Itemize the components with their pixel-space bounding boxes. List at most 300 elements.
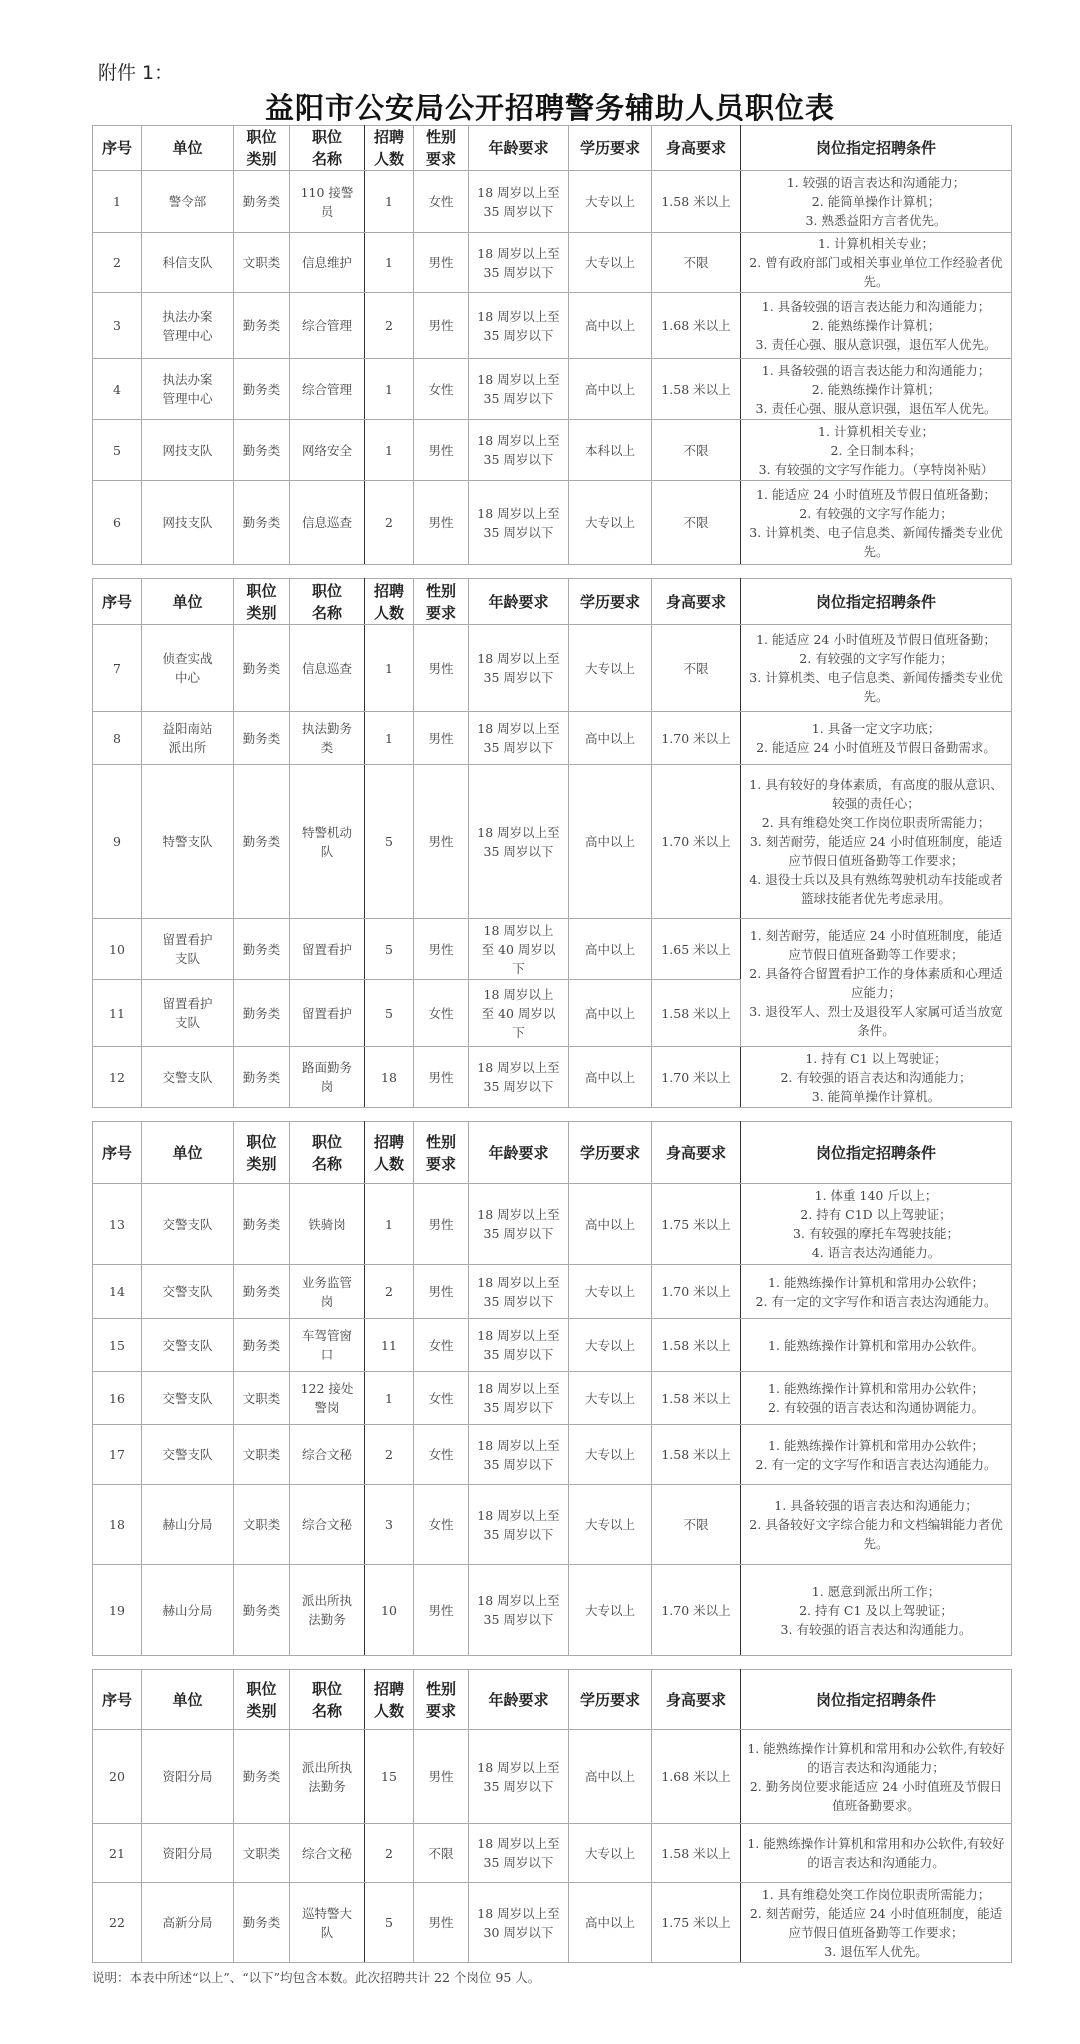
header-height: 身高要求: [652, 1122, 741, 1184]
cell-education: 本科以上: [569, 420, 652, 481]
condition-item: 1. 能适应 24 小时值班及节假日值班备勤；: [756, 486, 996, 502]
cell-seq: 20: [93, 1730, 142, 1824]
table-header-row: [93, 579, 1012, 625]
cell-seq: 13: [93, 1184, 142, 1265]
cell-count: 5: [365, 1883, 414, 1963]
condition-item: 1. 能熟练操作计算机和常用办公软件；: [768, 1437, 984, 1453]
cell-position: 信息巡查: [290, 481, 365, 565]
cell-category: 勤务类: [234, 1265, 290, 1319]
cell-gender: 男性: [414, 1265, 469, 1319]
cell-conditions: [741, 233, 1012, 293]
cell-education: 高中以上: [569, 359, 652, 420]
table-row: [93, 625, 1012, 712]
header-age: 年龄要求: [469, 126, 569, 171]
cell-height: 1.70 米以上: [652, 1047, 741, 1108]
cell-conditions: [741, 1883, 1012, 1963]
position-table: [92, 1121, 1012, 1656]
header-count: 招聘 人数: [365, 1670, 414, 1730]
condition-item: 2. 有较强的文字写作能力；: [799, 651, 953, 666]
cell-age: 18 周岁以上至 35 周岁以下: [469, 359, 569, 420]
cell-gender: 男性: [414, 481, 469, 565]
header-conditions: 岗位指定招聘条件: [741, 1670, 1012, 1730]
cell-unit: 益阳南站 派出所: [142, 712, 234, 765]
position-table: [92, 578, 1012, 1108]
condition-item: 2. 能熟练操作计算机；: [811, 381, 941, 397]
cell-height: 1.58 米以上: [652, 1425, 741, 1485]
table-header-row: [93, 126, 1012, 171]
cell-education: 大专以上: [569, 481, 652, 565]
cell-gender: 男性: [414, 420, 469, 481]
cell-height: 不限: [652, 625, 741, 712]
cell-position: 综合文秘: [290, 1824, 365, 1883]
cell-gender: 男性: [414, 712, 469, 765]
cell-age: 18 周岁以上至 35 周岁以下: [469, 1730, 569, 1824]
condition-item: 1. 能熟练操作计算机和常用和办公软件,有较好的语言表达和沟通能力。: [747, 1836, 1005, 1870]
cell-education: 大专以上: [569, 1319, 652, 1372]
cell-education: 大专以上: [569, 1425, 652, 1485]
condition-item: 2. 有较强的语言表达和沟通能力；: [780, 1069, 972, 1085]
cell-category: 勤务类: [234, 1184, 290, 1265]
header-seq: 序号: [93, 126, 142, 171]
cell-unit: 资阳分局: [142, 1824, 234, 1883]
condition-item: 2. 能简单操作计算机；: [811, 194, 941, 209]
cell-conditions: [741, 1265, 1012, 1319]
condition-item: 1. 具有维稳处突工作岗位职责所需能力；: [761, 1886, 991, 1902]
cell-education: 大专以上: [569, 1565, 652, 1656]
cell-count: 2: [365, 1265, 414, 1319]
condition-item: 2. 能适应 24 小时值班及节假日备勤需求。: [756, 740, 996, 755]
cell-unit: 留置看护 支队: [142, 919, 234, 980]
cell-age: 18 周岁以上至 35 周岁以下: [469, 171, 569, 233]
condition-item: 1. 具有较好的身体素质，有高度的服从意识、较强的责任心；: [749, 777, 1003, 811]
cell-conditions: [741, 1184, 1012, 1265]
cell-education: 大专以上: [569, 171, 652, 233]
header-conditions: 岗位指定招聘条件: [741, 126, 1012, 171]
cell-category: 勤务类: [234, 420, 290, 481]
table-row: [93, 1485, 1012, 1565]
cell-age: 18 周岁以上至 35 周岁以下: [469, 1265, 569, 1319]
cell-count: 5: [365, 919, 414, 980]
cell-education: 大专以上: [569, 1824, 652, 1883]
cell-count: 18: [365, 1047, 414, 1108]
cell-gender: 女性: [414, 980, 469, 1047]
cell-count: 1: [365, 625, 414, 712]
cell-seq: 5: [93, 420, 142, 481]
header-education: 学历要求: [569, 1670, 652, 1730]
condition-item: 2. 有较强的语言表达和沟通协调能力。: [768, 1400, 984, 1415]
position-table: [92, 1669, 1012, 1963]
condition-item: 1. 计算机相关专业；: [818, 423, 934, 439]
cell-gender: 男性: [414, 293, 469, 359]
condition-item: 2. 有一定的文字写作和语言表达沟通能力。: [755, 1456, 997, 1472]
cell-conditions: [741, 1319, 1012, 1372]
header-height: 身高要求: [652, 579, 741, 625]
table-row: [93, 171, 1012, 233]
table-row: [93, 1883, 1012, 1963]
condition-item: 1. 能熟练操作计算机和常用和办公软件,有较好的语言表达和沟通能力；: [747, 1740, 1005, 1775]
cell-gender: 男性: [414, 919, 469, 980]
cell-age: 18 周岁以上 至 40 周岁以 下: [469, 980, 569, 1047]
cell-gender: 男性: [414, 1184, 469, 1265]
table-row: [93, 712, 1012, 765]
cell-seq: 9: [93, 765, 142, 919]
cell-gender: 男性: [414, 233, 469, 293]
cell-age: 18 周岁以上至 35 周岁以下: [469, 1824, 569, 1883]
cell-gender: 男性: [414, 1730, 469, 1824]
cell-category: 文职类: [234, 1372, 290, 1425]
cell-count: 5: [365, 980, 414, 1047]
cell-count: 2: [365, 1425, 414, 1485]
condition-item: 3. 有较强的文字写作能力。（享特岗补贴）: [758, 461, 994, 477]
condition-item: 3. 责任心强、服从意识强，退伍军人优先。: [755, 337, 997, 352]
cell-count: 1: [365, 420, 414, 481]
cell-gender: 女性: [414, 1485, 469, 1565]
cell-category: 勤务类: [234, 359, 290, 420]
cell-gender: 男性: [414, 765, 469, 919]
cell-position: 派出所执 法勤务: [290, 1565, 365, 1656]
table-row: [93, 481, 1012, 565]
cell-education: 高中以上: [569, 712, 652, 765]
cell-age: 18 周岁以上至 35 周岁以下: [469, 420, 569, 481]
condition-item: 3. 退役军人、烈士及退役军人家属可适当放宽条件。: [749, 1003, 1003, 1038]
condition-item: 2. 持有 C1 及以上驾驶证；: [799, 1602, 953, 1618]
cell-conditions: [741, 1372, 1012, 1425]
condition-item: 3. 责任心强、服从意识强，退伍军人优先。: [755, 400, 997, 416]
cell-unit: 交警支队: [142, 1372, 234, 1425]
cell-conditions: [741, 625, 1012, 712]
header-age: 年龄要求: [469, 1122, 569, 1184]
cell-height: 1.70 米以上: [652, 1265, 741, 1319]
cell-seq: 14: [93, 1265, 142, 1319]
cell-conditions: [741, 1565, 1012, 1656]
cell-height: 1.75 米以上: [652, 1184, 741, 1265]
cell-category: 勤务类: [234, 1319, 290, 1372]
cell-age: 18 周岁以上至 35 周岁以下: [469, 233, 569, 293]
cell-age: 18 周岁以上至 35 周岁以下: [469, 765, 569, 919]
condition-item: 3. 有较强的摩托车驾驶技能；: [793, 1226, 959, 1241]
cell-seq: 11: [93, 980, 142, 1047]
table-row: [93, 1824, 1012, 1883]
cell-position: 特警机动 队: [290, 765, 365, 919]
header-gender: 性别 要求: [414, 579, 469, 625]
condition-item: 4. 语言表达沟通能力。: [811, 1245, 941, 1260]
cell-height: 1.58 米以上: [652, 359, 741, 420]
cell-conditions: [741, 481, 1012, 565]
header-position: 职位 名称: [290, 1122, 365, 1184]
table-row: [93, 1565, 1012, 1656]
condition-item: 1. 愿意到派出所工作；: [811, 1583, 941, 1599]
cell-seq: 3: [93, 293, 142, 359]
cell-position: 执法勤务 类: [290, 712, 365, 765]
cell-position: 铁骑岗: [290, 1184, 365, 1265]
cell-seq: 12: [93, 1047, 142, 1108]
header-count: 招聘 人数: [365, 126, 414, 171]
cell-gender: 女性: [414, 1319, 469, 1372]
cell-position: 车驾管窗 口: [290, 1319, 365, 1372]
cell-conditions: [741, 1730, 1012, 1824]
cell-category: 勤务类: [234, 919, 290, 980]
cell-age: 18 周岁以上至 35 周岁以下: [469, 1184, 569, 1265]
table-row: [93, 420, 1012, 481]
cell-gender: 男性: [414, 1047, 469, 1108]
header-position: 职位 名称: [290, 126, 365, 171]
cell-unit: 交警支队: [142, 1265, 234, 1319]
attachment-label: 附件 1：: [98, 62, 174, 84]
cell-seq: 22: [93, 1883, 142, 1963]
cell-education: 高中以上: [569, 1184, 652, 1265]
cell-height: 1.68 米以上: [652, 1730, 741, 1824]
condition-item: 1. 能熟练操作计算机和常用办公软件。: [768, 1337, 984, 1353]
cell-position: 信息维护: [290, 233, 365, 293]
cell-count: 2: [365, 481, 414, 565]
cell-height: 不限: [652, 233, 741, 293]
cell-age: 18 周岁以上至 35 周岁以下: [469, 1485, 569, 1565]
condition-item: 3. 计算机类、电子信息类、新闻传播类专业优先。: [749, 524, 1003, 559]
cell-seq: 10: [93, 919, 142, 980]
cell-category: 勤务类: [234, 1565, 290, 1656]
footnote: 说明：本表中所述“以上”、“以下”均包含本数。此次招聘共计 22 个岗位 95 人。: [92, 1970, 541, 1985]
cell-height: 1.58 米以上: [652, 1372, 741, 1425]
cell-education: 大专以上: [569, 1372, 652, 1425]
cell-category: 勤务类: [234, 1047, 290, 1108]
cell-category: 勤务类: [234, 293, 290, 359]
header-age: 年龄要求: [469, 579, 569, 625]
cell-category: 勤务类: [234, 1730, 290, 1824]
cell-unit: 交警支队: [142, 1184, 234, 1265]
cell-unit: 警令部: [142, 171, 234, 233]
condition-item: 2. 勤务岗位要求能适应 24 小时值班及节假日值班备勤要求。: [749, 1778, 1003, 1813]
cell-count: 10: [365, 1565, 414, 1656]
cell-gender: 男性: [414, 625, 469, 712]
cell-category: 勤务类: [234, 980, 290, 1047]
condition-item: 1. 具备一定文字功底；: [811, 721, 941, 736]
cell-education: 大专以上: [569, 1265, 652, 1319]
condition-item: 1. 持有 C1 以上驾驶证；: [805, 1050, 947, 1066]
cell-age: 18 周岁以上至 30 周岁以下: [469, 1883, 569, 1963]
cell-height: 1.70 米以上: [652, 1565, 741, 1656]
cell-gender: 女性: [414, 171, 469, 233]
condition-item: 2. 有一定的文字写作和语言表达沟通能力。: [755, 1293, 997, 1309]
header-count: 招聘 人数: [365, 1122, 414, 1184]
cell-education: 大专以上: [569, 1485, 652, 1565]
cell-education: 大专以上: [569, 233, 652, 293]
cell-seq: 21: [93, 1824, 142, 1883]
cell-conditions: [741, 712, 1012, 765]
cell-seq: 18: [93, 1485, 142, 1565]
cell-height: 不限: [652, 1485, 741, 1565]
header-seq: 序号: [93, 1670, 142, 1730]
cell-height: 1.75 米以上: [652, 1883, 741, 1963]
condition-item: 2. 刻苦耐劳，能适应 24 小时值班制度，能适应节假日值班备勤等工作要求；: [749, 1905, 1003, 1940]
condition-item: 1. 能适应 24 小时值班及节假日值班备勤；: [756, 632, 996, 647]
cell-seq: 15: [93, 1319, 142, 1372]
cell-count: 1: [365, 359, 414, 420]
header-seq: 序号: [93, 579, 142, 625]
header-position: 职位 名称: [290, 579, 365, 625]
cell-height: 1.70 米以上: [652, 765, 741, 919]
cell-category: 文职类: [234, 1425, 290, 1485]
cell-height: 1.58 米以上: [652, 171, 741, 233]
cell-category: 勤务类: [234, 712, 290, 765]
cell-age: 18 周岁以上至 35 周岁以下: [469, 1372, 569, 1425]
header-category: 职位 类别: [234, 579, 290, 625]
condition-item: 3. 能简单操作计算机。: [811, 1088, 941, 1104]
table-row: [93, 1319, 1012, 1372]
header-gender: 性别 要求: [414, 126, 469, 171]
table-row: [93, 233, 1012, 293]
condition-item: 1. 计算机相关专业；: [818, 236, 934, 251]
cell-count: 15: [365, 1730, 414, 1824]
cell-seq: 8: [93, 712, 142, 765]
cell-conditions: [741, 420, 1012, 481]
condition-item: 3. 刻苦耐劳，能适应 24 小时值班制度，能适应节假日值班备勤等工作要求；: [749, 834, 1003, 868]
cell-seq: 6: [93, 481, 142, 565]
cell-education: 高中以上: [569, 1883, 652, 1963]
condition-item: 1. 具备较强的语言表达能力和沟通能力；: [761, 299, 991, 314]
cell-seq: 16: [93, 1372, 142, 1425]
cell-count: 11: [365, 1319, 414, 1372]
header-position: 职位 名称: [290, 1670, 365, 1730]
cell-age: 18 周岁以上至 35 周岁以下: [469, 293, 569, 359]
cell-seq: 17: [93, 1425, 142, 1485]
cell-count: 2: [365, 1824, 414, 1883]
cell-height: 不限: [652, 481, 741, 565]
cell-unit: 科信支队: [142, 233, 234, 293]
cell-count: 2: [365, 293, 414, 359]
cell-position: 122 接处 警岗: [290, 1372, 365, 1425]
cell-count: 1: [365, 1184, 414, 1265]
cell-conditions: [741, 919, 1012, 1047]
condition-item: 4. 退役士兵以及具有熟练驾驶机动车技能或者篮球技能者优先考虑录用。: [749, 872, 1003, 906]
cell-unit: 高新分局: [142, 1883, 234, 1963]
cell-position: 信息巡查: [290, 625, 365, 712]
cell-gender: 女性: [414, 359, 469, 420]
header-gender: 性别 要求: [414, 1670, 469, 1730]
cell-position: 综合管理: [290, 359, 365, 420]
table-row: [93, 359, 1012, 420]
page-title: 益阳市公安局公开招聘警务辅助人员职位表: [264, 91, 835, 125]
table-row: [93, 293, 1012, 359]
cell-position: 综合管理: [290, 293, 365, 359]
cell-category: 勤务类: [234, 1883, 290, 1963]
cell-position: 110 接警 员: [290, 171, 365, 233]
header-education: 学历要求: [569, 1122, 652, 1184]
cell-education: 高中以上: [569, 293, 652, 359]
cell-conditions: [741, 1824, 1012, 1883]
cell-gender: 女性: [414, 1372, 469, 1425]
condition-item: 1. 能熟练操作计算机和常用办公软件；: [768, 1274, 984, 1290]
header-unit: 单位: [142, 126, 234, 171]
table-row: [93, 765, 1012, 919]
condition-item: 2. 有较强的文字写作能力；: [799, 505, 953, 521]
cell-unit: 执法办案 管理中心: [142, 293, 234, 359]
cell-gender: 男性: [414, 1883, 469, 1963]
header-unit: 单位: [142, 1670, 234, 1730]
cell-count: 1: [365, 171, 414, 233]
cell-unit: 赫山分局: [142, 1565, 234, 1656]
header-category: 职位 类别: [234, 1122, 290, 1184]
header-gender: 性别 要求: [414, 1122, 469, 1184]
cell-count: 1: [365, 1372, 414, 1425]
condition-item: 1. 刻苦耐劳，能适应 24 小时值班制度，能适应节假日值班备勤等工作要求；: [749, 927, 1003, 962]
cell-position: 网络安全: [290, 420, 365, 481]
cell-position: 综合文秘: [290, 1425, 365, 1485]
cell-category: 勤务类: [234, 171, 290, 233]
cell-category: 文职类: [234, 233, 290, 293]
cell-position: 留置看护: [290, 980, 365, 1047]
cell-unit: 特警支队: [142, 765, 234, 919]
cell-gender: 男性: [414, 1565, 469, 1656]
cell-category: 勤务类: [234, 481, 290, 565]
cell-category: 文职类: [234, 1485, 290, 1565]
cell-education: 大专以上: [569, 625, 652, 712]
cell-unit: 留置看护 支队: [142, 980, 234, 1047]
cell-age: 18 周岁以上至 35 周岁以下: [469, 1047, 569, 1108]
condition-item: 3. 熟悉益阳方言者优先。: [805, 213, 947, 228]
cell-unit: 赫山分局: [142, 1485, 234, 1565]
condition-item: 2. 能熟练操作计算机；: [811, 318, 941, 333]
cell-count: 1: [365, 712, 414, 765]
cell-count: 5: [365, 765, 414, 919]
condition-item: 1. 能熟练操作计算机和常用办公软件；: [768, 1381, 984, 1396]
cell-seq: 1: [93, 171, 142, 233]
cell-count: 1: [365, 233, 414, 293]
header-count: 招聘 人数: [365, 579, 414, 625]
cell-unit: 网技支队: [142, 481, 234, 565]
table-row: [93, 919, 1012, 980]
cell-gender: 女性: [414, 1425, 469, 1485]
header-conditions: 岗位指定招聘条件: [741, 1122, 1012, 1184]
header-category: 职位 类别: [234, 1670, 290, 1730]
cell-position: 派出所执 法勤务: [290, 1730, 365, 1824]
condition-item: 2. 具备较好文字综合能力和文档编辑能力者优先。: [749, 1517, 1003, 1551]
cell-age: 18 周岁以上 至 40 周岁以 下: [469, 919, 569, 980]
condition-item: 1. 体重 140 斤以上；: [814, 1188, 938, 1203]
cell-category: 勤务类: [234, 625, 290, 712]
position-table: [92, 125, 1012, 565]
cell-height: 1.68 米以上: [652, 293, 741, 359]
cell-position: 留置看护: [290, 919, 365, 980]
cell-unit: 执法办案 管理中心: [142, 359, 234, 420]
cell-height: 1.58 米以上: [652, 1319, 741, 1372]
cell-education: 高中以上: [569, 980, 652, 1047]
cell-height: 1.65 米以上: [652, 919, 741, 980]
condition-item: 2. 持有 C1D 以上驾驶证；: [800, 1207, 952, 1222]
table-header-row: [93, 1122, 1012, 1184]
cell-seq: 7: [93, 625, 142, 712]
table-header-row: [93, 1670, 1012, 1730]
cell-conditions: [741, 1047, 1012, 1108]
cell-seq: 19: [93, 1565, 142, 1656]
cell-unit: 交警支队: [142, 1319, 234, 1372]
cell-category: 勤务类: [234, 765, 290, 919]
cell-education: 高中以上: [569, 765, 652, 919]
cell-count: 3: [365, 1485, 414, 1565]
condition-item: 3. 退伍军人优先。: [824, 1943, 928, 1959]
cell-unit: 资阳分局: [142, 1730, 234, 1824]
cell-position: 路面勤务 岗: [290, 1047, 365, 1108]
cell-position: 综合文秘: [290, 1485, 365, 1565]
table-row: [93, 1730, 1012, 1824]
condition-item: 2. 具有维稳处突工作岗位职责所需能力；: [761, 815, 991, 830]
cell-category: 文职类: [234, 1824, 290, 1883]
header-height: 身高要求: [652, 126, 741, 171]
header-height: 身高要求: [652, 1670, 741, 1730]
cell-age: 18 周岁以上至 35 周岁以下: [469, 1319, 569, 1372]
cell-age: 18 周岁以上至 35 周岁以下: [469, 481, 569, 565]
header-unit: 单位: [142, 579, 234, 625]
cell-conditions: [741, 171, 1012, 233]
